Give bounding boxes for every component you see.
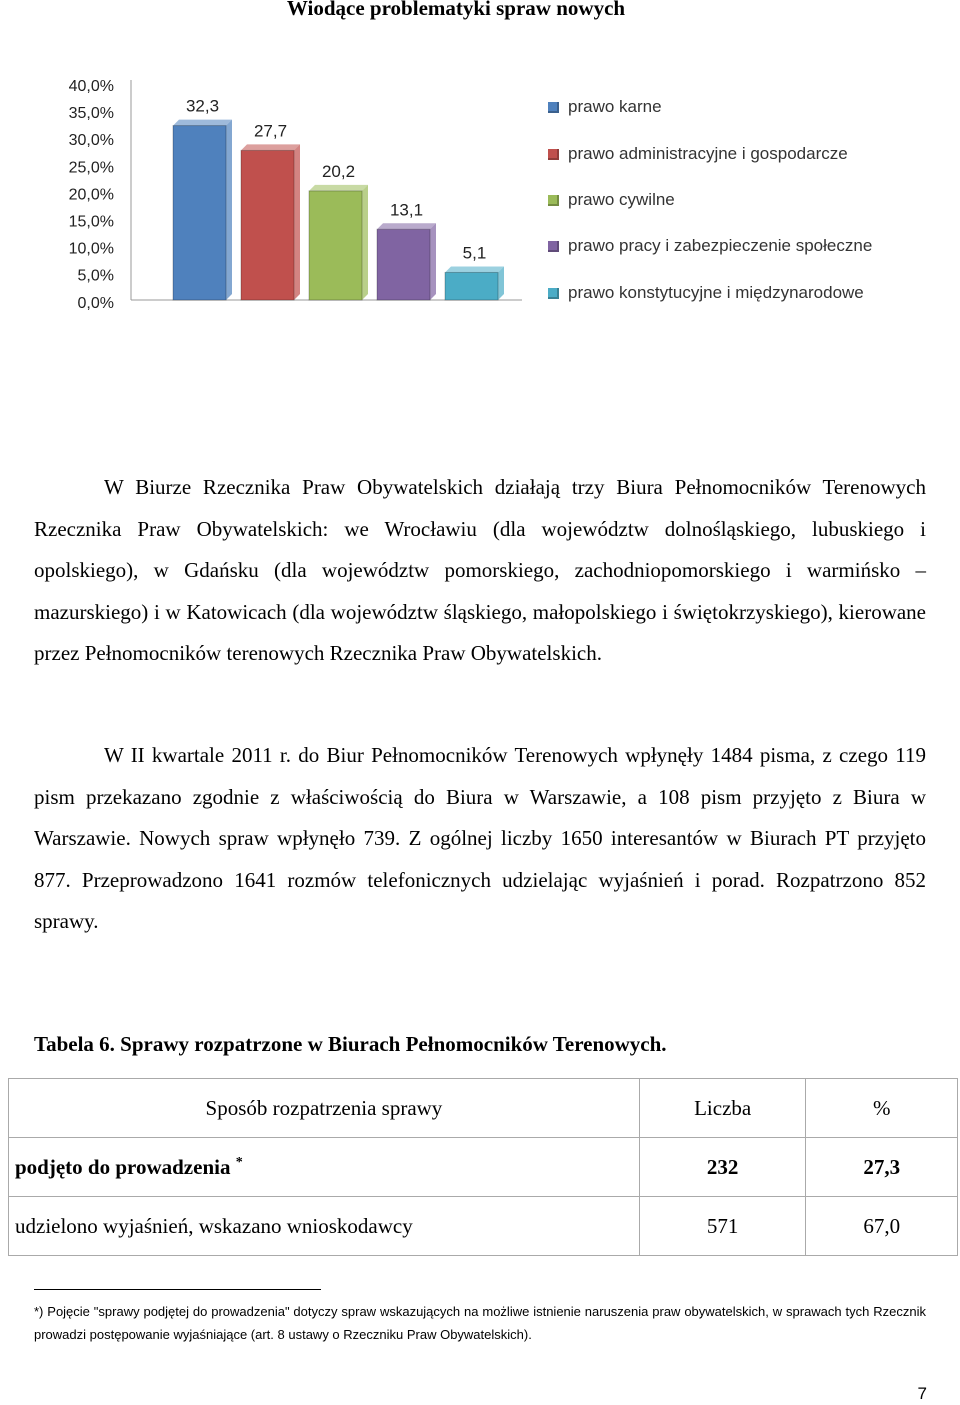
bar: [377, 223, 436, 300]
legend-swatch-icon: [548, 102, 559, 113]
page-number: 7: [917, 1384, 927, 1403]
row-percent: 67,0: [806, 1197, 958, 1256]
bar-side: [362, 185, 368, 300]
bar-top: [377, 223, 436, 229]
legend-swatch-icon: [548, 149, 559, 160]
legend-label: prawo cywilne: [568, 190, 675, 209]
bar-top: [241, 144, 300, 150]
bar-top: [309, 185, 368, 191]
bar-value-label: 5,1: [462, 243, 487, 263]
legend-item-administracyjne: [548, 143, 848, 165]
legend-item-cywilne: [548, 189, 675, 211]
row-count: 571: [639, 1197, 806, 1256]
y-tick-label: 5,0%: [77, 267, 114, 285]
y-tick-label: 40,0%: [68, 78, 114, 95]
legend-item-karne: [548, 96, 662, 118]
y-tick-label: 35,0%: [68, 105, 114, 123]
y-tick-label: 20,0%: [68, 186, 114, 204]
bar-front: [309, 191, 362, 300]
footnote-divider: [34, 1289, 321, 1290]
bar-front: [445, 272, 498, 300]
legend-label: prawo pracy i zabezpieczenie społeczne: [568, 236, 873, 255]
row-count: 232: [639, 1138, 806, 1197]
y-tick-label: 30,0%: [68, 132, 114, 150]
y-tick-label: 25,0%: [68, 159, 114, 177]
bar: [445, 266, 504, 300]
row-label: [9, 1138, 640, 1197]
bar-value-label: 13,1: [389, 200, 424, 220]
header-method: Sposób rozpatrzenia sprawy: [9, 1079, 640, 1138]
body-paragraph-1: W Biurze Rzecznika Praw Obywatelskich działają trzy Biura Pełnomocników Terenowych Rzecznika Praw Obywatelskich: we Wrocławiu (dla województw dolnośląskiego, lubuskiego i opolskiego), w Gdańsku (dla województw pomorskiego, zachodniopomorskiego i warmińsko – mazurskiego) i w Katowicach (dla województw śląskiego, małopolskiego i świętokrzyskiego), kierowane przez Pełnomocników terenowych Rzecznika Praw Obywatelskich.: [34, 475, 926, 665]
legend-label: prawo administracyjne i gospodarcze: [568, 144, 848, 163]
footnote-marker: *: [235, 1154, 243, 1170]
row-percent: 27,3: [806, 1138, 958, 1197]
chart-title: Wiodące problematyki spraw nowych: [286, 0, 626, 20]
table-row: [9, 1197, 958, 1256]
legend-swatch-icon: [548, 241, 559, 252]
table-row: [9, 1138, 958, 1197]
table-caption: Tabela 6. Sprawy rozpatrzone w Biurach Pełnomocników Terenowych.: [34, 1032, 667, 1056]
row-label: udzielono wyjaśnień, wskazano wnioskodawcy: [9, 1197, 640, 1256]
bar-value-label: 32,3: [185, 96, 220, 116]
row-label-text: podjęto do prowadzenia: [15, 1154, 231, 1179]
bar-front: [173, 126, 226, 300]
bar: [241, 144, 300, 300]
bar-front: [377, 229, 430, 300]
legend-swatch-icon: [548, 288, 559, 299]
footnote: *) Pojęcie "sprawy podjętej do prowadzenia" dotyczy spraw wskazujących na możliwe istnienie naruszenia praw obywatelskich, w sprawach tych Rzecznik prowadzi postępowanie wyjaśniające (art. 8 ustawy o Rzeczniku Praw Obywatelskich).: [34, 1304, 926, 1342]
legend-item-pracy: [548, 235, 872, 257]
table-header-row: [9, 1079, 958, 1138]
legend-label: prawo konstytucyjne i międzynarodowe: [568, 283, 864, 302]
legend-label: prawo karne: [568, 97, 662, 116]
y-tick-label: 10,0%: [68, 240, 114, 258]
y-tick-label: 15,0%: [68, 213, 114, 231]
bar-chart: [0, 0, 960, 330]
header-percent: %: [806, 1079, 958, 1138]
bar-value-label: 27,7: [253, 121, 288, 141]
bar-side: [430, 223, 436, 300]
legend-item-konstytucyjne: [548, 282, 864, 304]
bar-side: [226, 120, 232, 300]
bar: [173, 120, 232, 300]
bar-value-label: 20,2: [321, 161, 356, 181]
bar-side: [294, 144, 300, 300]
results-table: [8, 1078, 958, 1256]
header-count: Liczba: [639, 1079, 806, 1138]
y-tick-label: 0,0%: [77, 294, 114, 312]
body-paragraph-2: W II kwartale 2011 r. do Biur Pełnomocników Terenowych wpłynęły 1484 pisma, z czego 119 pism przekazano zgodnie z właściwością do Biura w Warszawie, a 108 pism przyjęto z Biura w Warszawie. Nowych spraw wpłynęło 739. Z ogólnej liczby 1650 interesantów w Biurach PT przyjęto 877. Przeprowadzono 1641 rozmów telefonicznych udzielając wyjaśnień i porad. Rozpatrzono 852 sprawy.: [34, 743, 926, 933]
bar-top: [445, 266, 504, 272]
legend-swatch-icon: [548, 195, 559, 206]
bar-front: [241, 150, 294, 300]
bar: [309, 185, 368, 300]
bar-top: [173, 120, 232, 126]
